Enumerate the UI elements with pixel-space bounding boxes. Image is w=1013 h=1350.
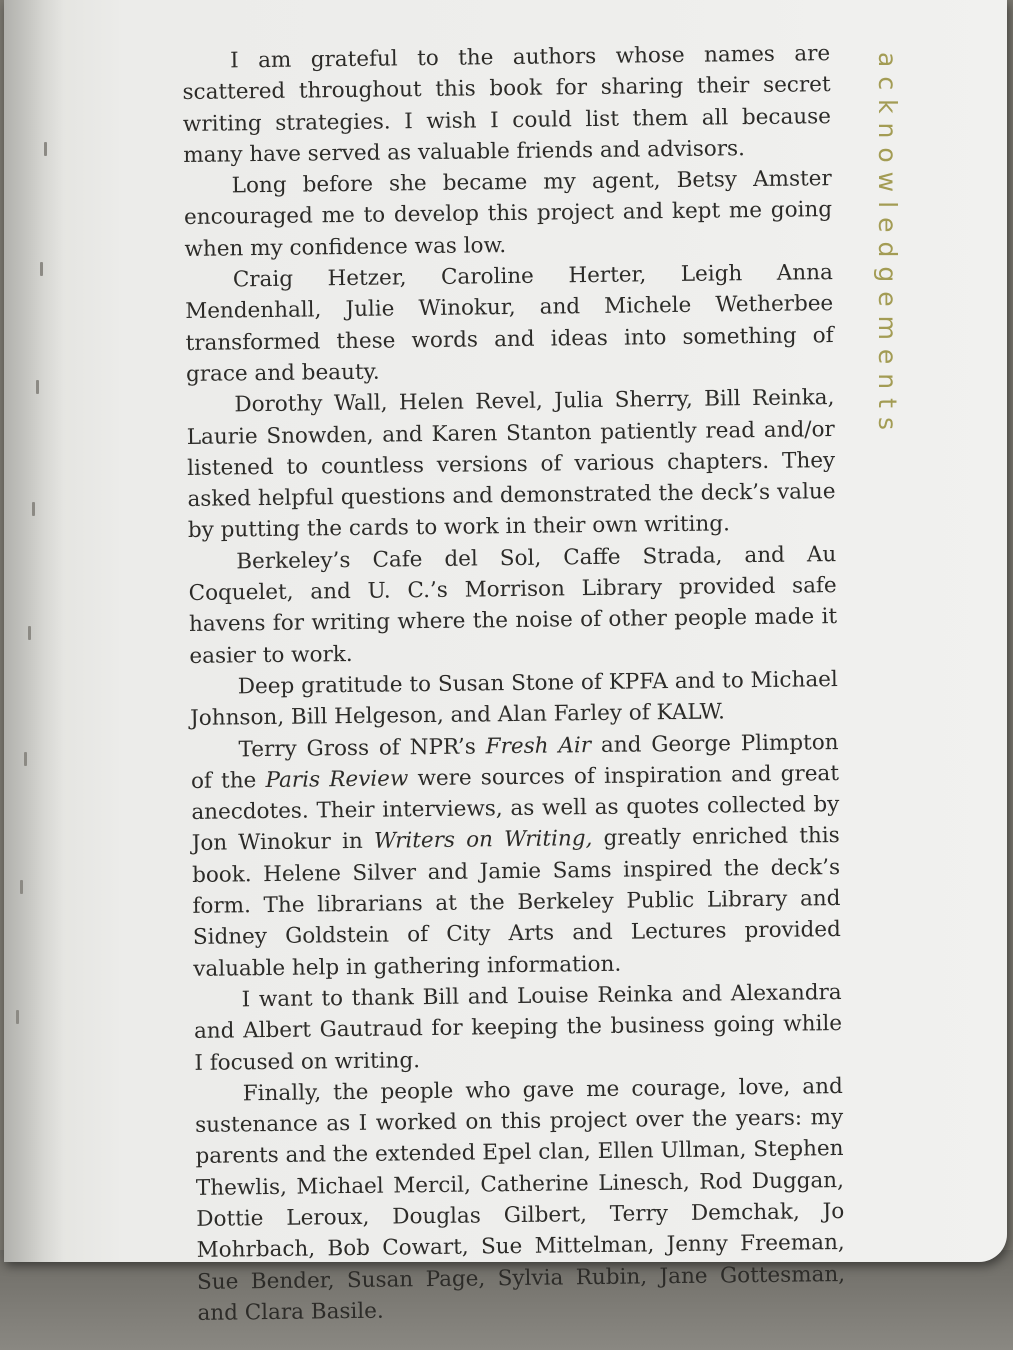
paragraph-inspiration [190,727,841,985]
paragraph-radio: Deep gratitude to Susan Stone of KPFA and to Michael Johnson, Bill Helgeson, and Alan Farley of KALW. [190,666,838,732]
acknowledgements-text [182,38,846,1329]
paragraph-cafes: Berkeley’s Cafe del Sol, Caffe Strada, and Au Coquelet, and U. C.’s Morrison Library provided safe havens for writing where the noise of other people made it easier to work. [188,541,838,669]
book-page [4,0,1007,1326]
italic-title-fresh-air: Fresh Air [485,732,592,759]
paragraph-business: I want to thank Bill and Louise Reinka and Alexandra and Albert Gautraud for keeping the business going while I focused on writing. [193,979,843,1076]
paragraph-agent: Long before she became my agent, Betsy Amster encouraged me to develop this project and kept me going when my confidence was low. [183,166,833,262]
italic-title-writers-on-writing: Writers on Writing, [373,826,593,855]
text-run: greatly enriched this book. Helene Silver and Jamie Sams inspired the deck’s form. The librarians at the Berkeley Public Library and Sidney Goldstein of City Arts and Lectures provided valuable help in gathering information. [191,823,841,982]
text-run: Terry Gross of NPR’s [238,733,486,762]
paragraph-authors: I am grateful to the authors whose names are scattered throughout this book for sharing their secret writing strategies. I wish I could list them all because many have served as valuable friends and advisors. [182,41,832,168]
paragraph-family: Finally, the people who gave me courage, love, and sustenance as I worked on this project over the years: my parents and the extended Epel clan, Ellen Ullman, Stephen Thewlis, Michael Mercil, Catherine Linesch, Rod Duggan, Dottie Leroux, Douglas Gilbert, Terry Demchak, Jo Mohrbach, Bob Cowart, Sue Mittelman, Jenny Freeman, Sue Bender, Susan Page, Sylvia Rubin, Jane Gottesman, and Clara Basile. [195,1073,846,1326]
italic-title-paris-review: Paris Review [265,766,409,793]
text-run: and George Plimpton of the [190,729,839,794]
page-gutter-shadow [4,0,64,1262]
paragraph-readers: Dorothy Wall, Helen Revel, Julia Sherry, Bill Reinka, Laurie Snowden, and Karen Stanton patiently read and/or listened to countless versions of various chapters. They asked helpful questions and demonstrated the deck’s value by putting the cards to work in their own writing. [186,385,836,544]
text-run: were sources of inspiration and great anecdotes. Their interviews, as well as quotes collected by Jon Winokur in [191,760,840,857]
section-heading-vertical: acknowledgements [873,52,902,439]
paragraph-designers: Craig Hetzer, Caroline Herter, Leigh Anna Mendenhall, Julie Winokur, and Michele Wetherbee transformed these words and ideas into something of grace and beauty. [185,260,834,387]
